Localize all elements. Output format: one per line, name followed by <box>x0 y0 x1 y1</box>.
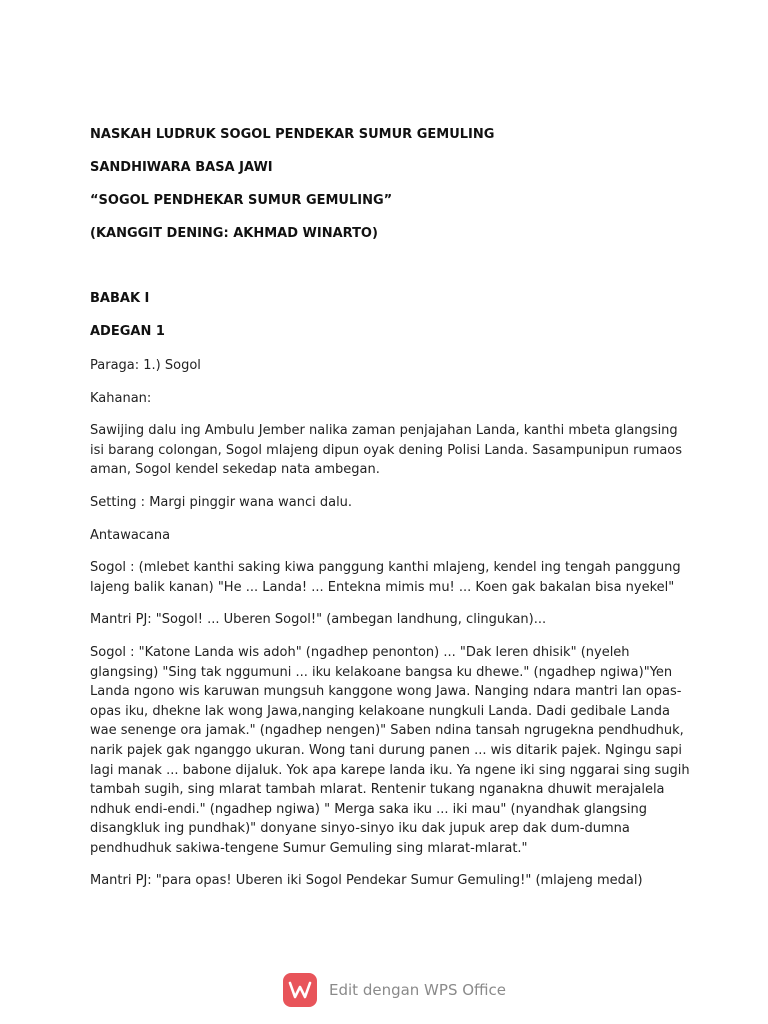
dialog-paragraph: Mantri PJ: "para opas! Uberen iki Sogol Pendekar Sumur Gemuling!" (mlajeng medal) <box>90 873 643 889</box>
document-title: NASKAH LUDRUK SOGOL PENDEKAR SUMUR GEMULING <box>90 127 495 142</box>
dialog-paragraph: Sogol : (mlebet kanthi saking kiwa panggung kanthi mlajeng, kendel ing tengah panggung lajeng balik kanan) "He ... Landa! ... Entekna mimis mu! ... Koen gak bakalan bisa nyekel" <box>90 560 681 595</box>
dialog-paragraph: Sogol : "Katone Landa wis adoh" (ngadhep penonton) ... "Dak leren dhisik" (nyeleh glangsing) "Sing tak nggumuni ... iku kelakoane bangsa ku dhewe." (ngadhep ngiwa)"Yen Landa ngono wis karuwan mungsuh kanggone wong Jawa. Nanging ndara mantri lan opas-opas iku, dhekne lak wong Jawa,nanging kelakoane nungkuli Landa. Dadi gedibale Landa wae senenge ora jamak." (ngadhep nengen)" Saben ndina tansah ngrugekna pendhudhuk, narik pajek gak nganggo ukuran. Wong tani durung panen ... wis ditarik pajek. Ngingu sapi lagi manak ... babone dijaluk. Yok apa karepe landa iku. Ya ngene iki sing nggarai sing sugih tambah sugih, sing mlarat tambah mlarat. Rentenir tukang nganakna dhuwit merajalela ndhuk endi-endi." (ngadhep ngiwa) " Merga saka iku ... iki mau" (nyandhak glangsing disangkluk ing pundhak)" donyane sinyo-sinyo iku dak jupuk arep dak dum-dumna pendhudhuk sakiwa-tengene Sumur Gemuling sing mlarat-mlarat." <box>90 644 690 856</box>
wps-footer-link[interactable] <box>283 972 506 1008</box>
setting-line: Setting : Margi pinggir wana wanci dalu. <box>90 494 353 510</box>
paraga-line: Paraga: 1.) Sogol <box>90 358 201 373</box>
author-line: (KANGGIT DENING: AKHMAD WINARTO) <box>90 226 378 241</box>
spacer <box>90 258 690 290</box>
wps-footer-text: Edit dengan WPS Office <box>329 981 507 999</box>
babak-heading: BABAK I <box>90 291 150 306</box>
adegan-heading: ADEGAN 1 <box>90 324 165 339</box>
dialog-paragraph: Mantri PJ: "Sogol! ... Uberen Sogol!" (ambegan landhung, clingukan)... <box>90 612 547 628</box>
document-subtitle: SANDHIWARA BASA JAWI <box>90 160 273 175</box>
antawacana-label: Antawacana <box>90 527 171 543</box>
document-page <box>90 126 690 904</box>
kahanan-label: Kahanan: <box>90 390 152 406</box>
kahanan-paragraph: Sawijing dalu ing Ambulu Jember nalika zaman penjajahan Landa, kanthi mbeta glangsing isi barang colongan, Sogol mlajeng dipun oyak dening Polisi Landa. Sasampunipun rumaos aman, Sogol kendel sekedap nata ambegan. <box>90 423 683 478</box>
play-title: “SOGOL PENDHEKAR SUMUR GEMULING” <box>90 193 393 208</box>
wps-office-logo-icon <box>283 973 317 1007</box>
